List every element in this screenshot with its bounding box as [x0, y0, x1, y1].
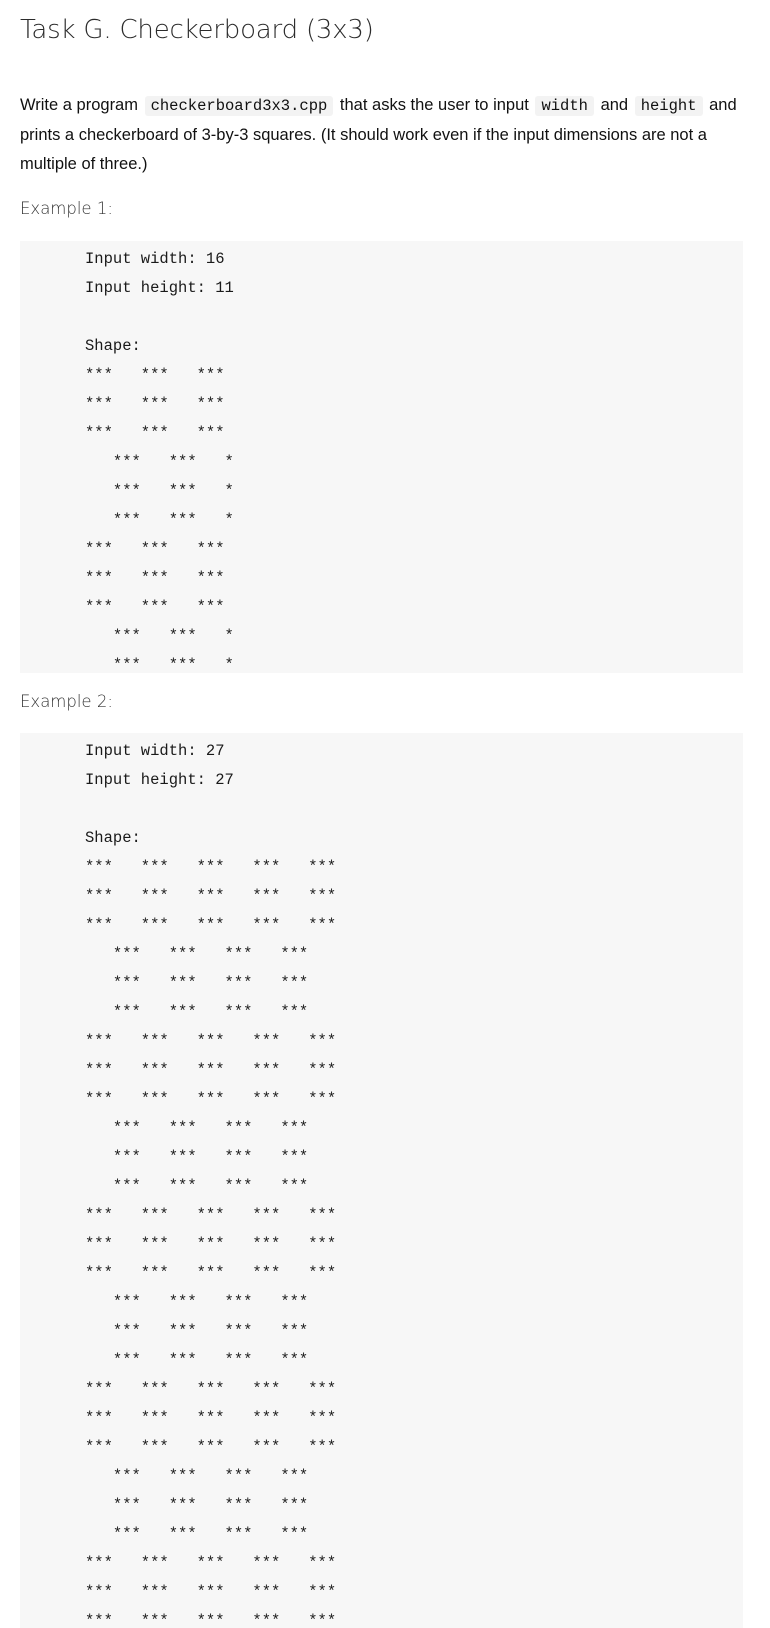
- code-line: *** *** *** *** ***: [85, 1554, 337, 1572]
- code-line: Input height: 11: [85, 279, 234, 297]
- code-line: *** *** *** ***: [85, 1003, 309, 1021]
- code-line: *** *** *** *** ***: [85, 1235, 337, 1253]
- code-line: [85, 303, 743, 332]
- code-line: Input width: 27: [85, 742, 225, 760]
- code-line: *** *** ***: [85, 598, 225, 616]
- page-title: Task G. Checkerboard (3x3): [20, 15, 374, 45]
- example-1-heading: Example 1:: [20, 199, 113, 218]
- code-line: *** *** *** *** ***: [85, 1583, 337, 1601]
- code-line: Input width: 16: [85, 250, 225, 268]
- inline-code-height: height: [635, 96, 703, 116]
- inline-code-filename: checkerboard3x3.cpp: [145, 96, 334, 116]
- code-line: *** *** *** ***: [85, 1293, 309, 1311]
- code-line: *** *** *** *** ***: [85, 1061, 337, 1079]
- intro-text-2: that asks the user to input: [339, 96, 529, 114]
- code-line: *** *** *: [85, 656, 234, 673]
- code-line: *** *** ***: [85, 540, 225, 558]
- code-line: Input height: 27: [85, 771, 234, 789]
- code-line: *** *** *** *** ***: [85, 1380, 337, 1398]
- code-line: *** *** *** *** ***: [85, 1090, 337, 1108]
- code-line: *** *** ***: [85, 366, 225, 384]
- example-1-code-block: [20, 241, 743, 673]
- code-line: *** *** *** ***: [85, 1496, 309, 1514]
- example-2-code-block: [20, 733, 743, 1628]
- code-line: Shape:: [85, 829, 141, 847]
- code-line: *** *** *** *** ***: [85, 1264, 337, 1282]
- code-line: *** *** *** ***: [85, 1525, 309, 1543]
- code-line: *** *** *** *** ***: [85, 887, 337, 905]
- code-line: *** *** ***: [85, 424, 225, 442]
- code-line: *** *** *** ***: [85, 1148, 309, 1166]
- code-line: [85, 795, 743, 824]
- code-line: *** *** *** *** ***: [85, 1438, 337, 1456]
- code-line: *** *** *** *** ***: [85, 858, 337, 876]
- code-line: *** *** ***: [85, 395, 225, 413]
- intro-text-4: and prints a checkerboard of 3-by-3 squares. (It should work even if the input dimensions are not a multiple of three.): [20, 96, 737, 173]
- code-line: *** *** *** *** ***: [85, 1206, 337, 1224]
- task-description: [20, 91, 743, 179]
- code-line: *** *** *** ***: [85, 945, 309, 963]
- code-line: *** *** *: [85, 511, 234, 529]
- code-line: *** *** *: [85, 482, 234, 500]
- code-line: *** *** *** *** ***: [85, 1032, 337, 1050]
- code-line: *** *** *** ***: [85, 1467, 309, 1485]
- code-line: *** *** *** ***: [85, 1177, 309, 1195]
- code-line: Shape:: [85, 337, 141, 355]
- code-line: *** *** *** ***: [85, 1119, 309, 1137]
- intro-text-1: Write a program: [20, 96, 138, 114]
- code-line: *** *** *** ***: [85, 1322, 309, 1340]
- example-2-heading: Example 2:: [20, 692, 113, 711]
- code-line: *** *** *: [85, 627, 234, 645]
- code-line: *** *** *** ***: [85, 974, 309, 992]
- inline-code-width: width: [535, 96, 594, 116]
- code-line: *** *** *** *** ***: [85, 1612, 337, 1628]
- code-line: *** *** *** *** ***: [85, 916, 337, 934]
- intro-text-3: and: [600, 96, 629, 114]
- code-line: *** *** *** ***: [85, 1351, 309, 1369]
- code-line: *** *** *: [85, 453, 234, 471]
- code-line: *** *** ***: [85, 569, 225, 587]
- code-line: *** *** *** *** ***: [85, 1409, 337, 1427]
